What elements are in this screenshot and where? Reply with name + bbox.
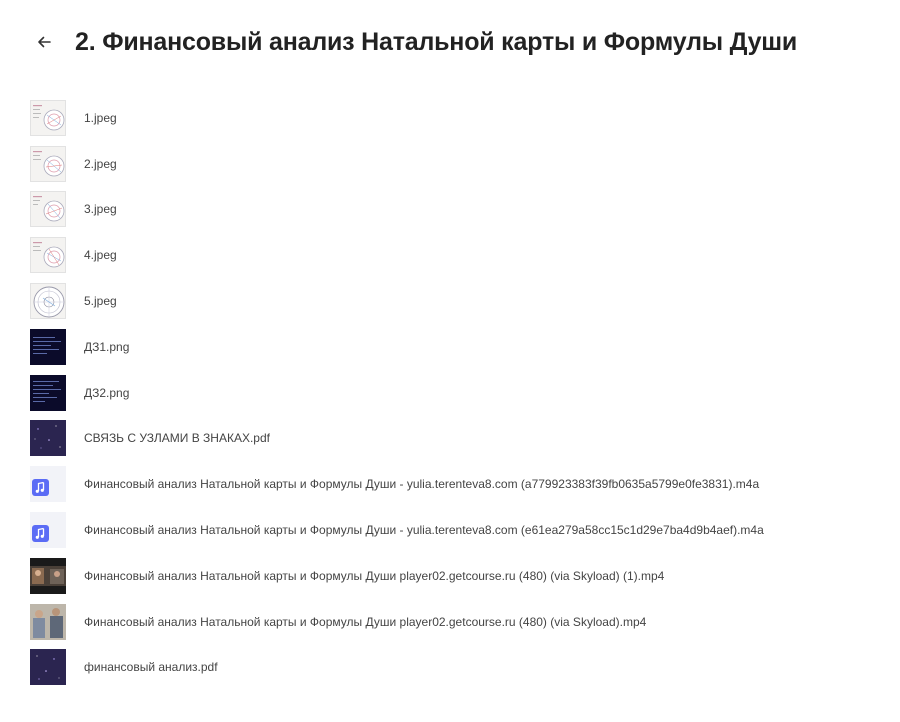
image-thumbnail xyxy=(30,283,66,319)
file-name: 4.jpeg xyxy=(84,248,117,263)
music-note-icon xyxy=(30,466,66,502)
file-row[interactable] xyxy=(30,599,870,645)
file-name: ДЗ2.png xyxy=(84,385,130,400)
video-thumbnail xyxy=(30,604,66,640)
page-header xyxy=(30,22,797,62)
file-row[interactable] xyxy=(30,278,870,324)
file-name: Финансовый анализ Натальной карты и Формулы Души - yulia.terenteva8.com (e61ea279a58cc15c1d29e7ba4d9b4aef).m4a xyxy=(84,523,764,538)
image-thumbnail xyxy=(30,329,66,365)
file-name: 3.jpeg xyxy=(84,202,117,217)
file-row[interactable] xyxy=(30,95,870,141)
file-row[interactable] xyxy=(30,645,870,691)
file-row[interactable] xyxy=(30,507,870,553)
file-name: Финансовый анализ Натальной карты и Формулы Души - yulia.terenteva8.com (a779923383f39fb0635a5799e0fe3831).m4a xyxy=(84,477,760,492)
image-thumbnail xyxy=(30,146,66,182)
file-row[interactable] xyxy=(30,416,870,462)
arrow-left-icon xyxy=(36,34,52,50)
file-name: СВЯЗЬ С УЗЛАМИ В ЗНАКАХ.pdf xyxy=(84,431,270,446)
pdf-thumbnail xyxy=(30,649,66,685)
file-row[interactable] xyxy=(30,370,870,416)
image-thumbnail xyxy=(30,237,66,273)
image-thumbnail xyxy=(30,375,66,411)
file-row[interactable] xyxy=(30,324,870,370)
file-row[interactable] xyxy=(30,232,870,278)
file-name: 1.jpeg xyxy=(84,110,117,125)
file-name: финансовый анализ.pdf xyxy=(84,660,218,675)
file-row[interactable] xyxy=(30,461,870,507)
back-button[interactable] xyxy=(30,28,58,56)
video-thumbnail xyxy=(30,558,66,594)
file-name: Финансовый анализ Натальной карты и Формулы Души player02.getcourse.ru (480) (via Skyload) (1).mp4 xyxy=(84,568,665,583)
file-row[interactable] xyxy=(30,553,870,599)
file-list xyxy=(30,95,870,690)
file-row[interactable] xyxy=(30,187,870,233)
file-row[interactable] xyxy=(30,141,870,187)
file-name: Финансовый анализ Натальной карты и Формулы Души player02.getcourse.ru (480) (via Skyload).mp4 xyxy=(84,614,647,629)
music-note-icon xyxy=(30,512,66,548)
pdf-thumbnail xyxy=(30,420,66,456)
file-name: ДЗ1.png xyxy=(84,339,130,354)
audio-thumbnail xyxy=(30,512,66,548)
image-thumbnail xyxy=(30,100,66,136)
page-title: 2. Финансовый анализ Натальной карты и Формулы Души xyxy=(75,27,798,56)
image-thumbnail xyxy=(30,191,66,227)
file-name: 5.jpeg xyxy=(84,294,117,309)
file-name: 2.jpeg xyxy=(84,156,117,171)
audio-thumbnail xyxy=(30,466,66,502)
